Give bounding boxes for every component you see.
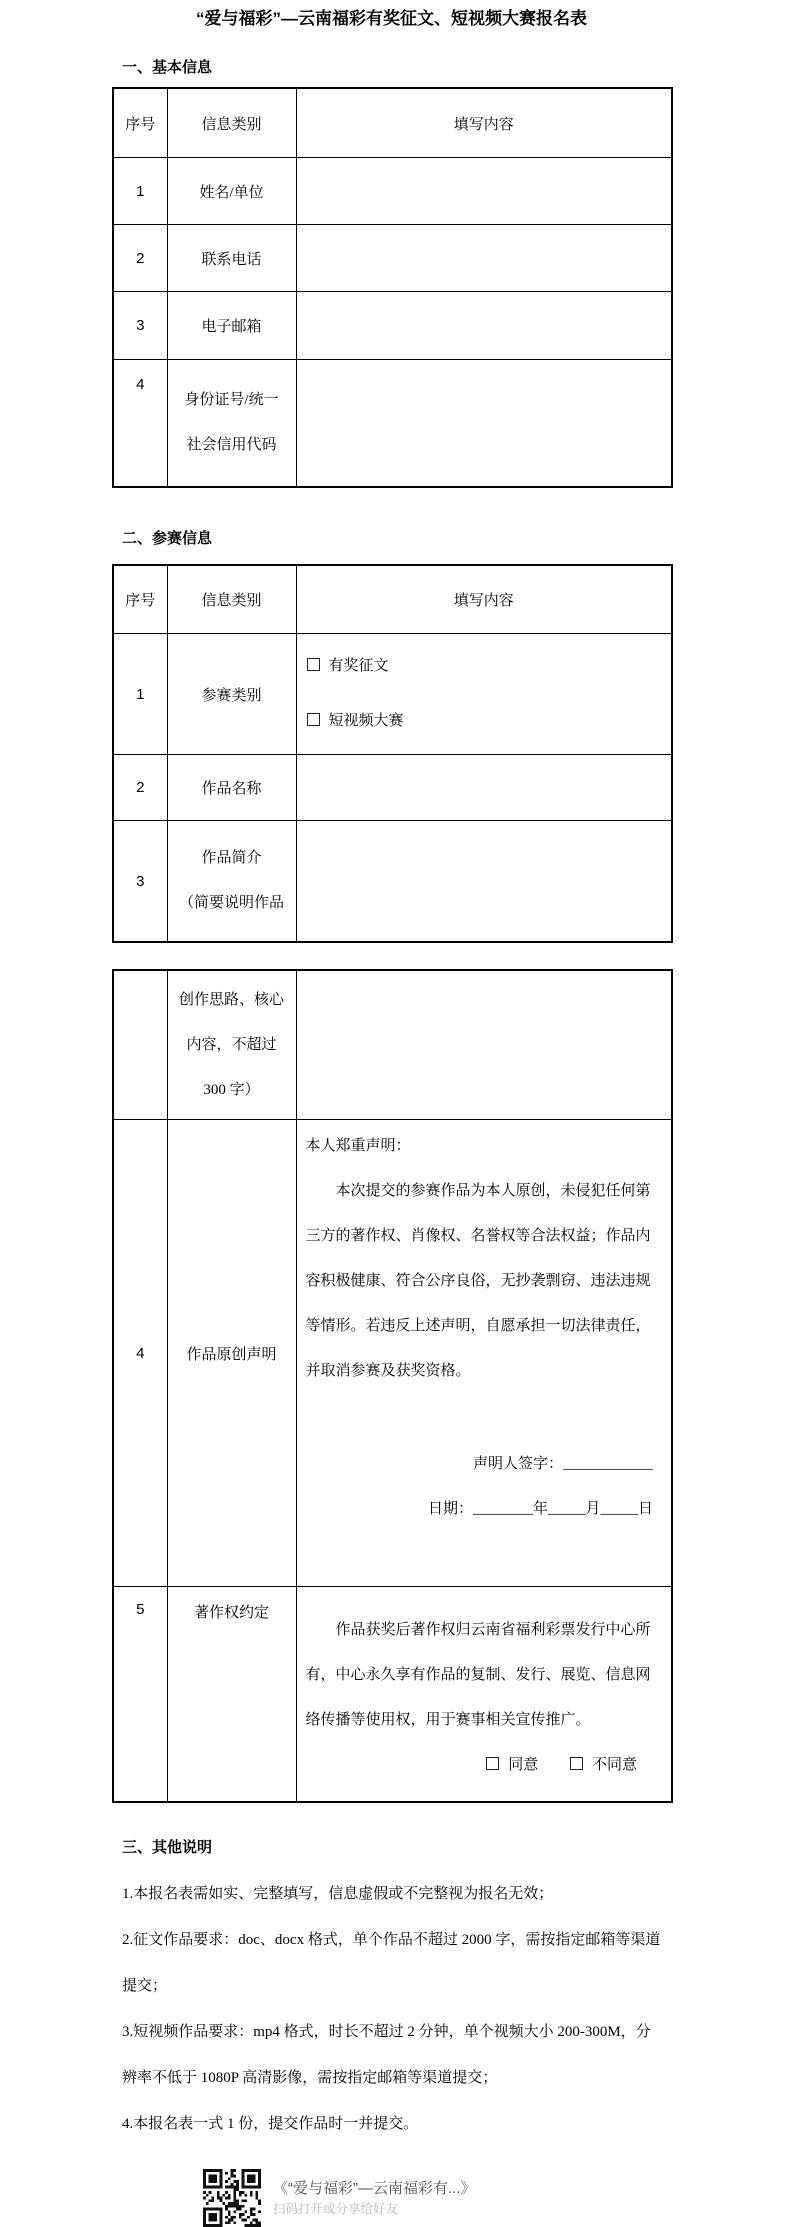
row-label-line: （简要说明作品 bbox=[178, 895, 284, 911]
row-index: 1 bbox=[113, 634, 167, 755]
option-disagree bbox=[570, 1757, 637, 1773]
row-label: 联系电话 bbox=[167, 225, 296, 292]
table-row bbox=[113, 360, 672, 488]
input-email[interactable] bbox=[296, 292, 672, 360]
row-index: 1 bbox=[113, 158, 167, 225]
table-row bbox=[113, 1120, 672, 1587]
option-label: 同意 bbox=[508, 1757, 539, 1773]
input-work-intro[interactable] bbox=[296, 821, 672, 943]
row-label: 作品名称 bbox=[167, 755, 296, 821]
checkbox-disagree[interactable] bbox=[570, 1757, 583, 1770]
table-row bbox=[113, 1587, 672, 1803]
row-index: 5 bbox=[113, 1587, 167, 1803]
row-label: 参赛类别 bbox=[167, 634, 296, 755]
input-work-intro-cont[interactable] bbox=[296, 970, 672, 1120]
copyright-cell bbox=[296, 1587, 672, 1803]
declaration-title: 本人郑重声明： bbox=[305, 1138, 411, 1154]
entry-info-table-continued bbox=[112, 969, 673, 1803]
row-label-line: 作品简介 bbox=[201, 850, 262, 866]
qr-code bbox=[203, 2169, 261, 2227]
table-row bbox=[113, 292, 672, 360]
section-notes-heading: 三、其他说明 bbox=[122, 1839, 213, 1856]
document-page bbox=[112, 0, 671, 2147]
share-footer bbox=[203, 2169, 793, 2227]
table-row bbox=[113, 970, 672, 1120]
row-label-line: 内容，不超过 bbox=[186, 1036, 277, 1053]
header-index: 序号 bbox=[113, 88, 167, 158]
agree-options bbox=[306, 1743, 662, 1788]
option-label: 有奖征文 bbox=[328, 658, 389, 674]
row-label bbox=[167, 821, 296, 943]
notes-item: 3.短视频作品要求：mp4 格式，时长不超过 2 分钟，单个视频大小 200-300M，分辨率不低于 1080P 高清影像，需按指定邮箱等渠道提交； bbox=[122, 2024, 651, 2086]
row-label-line: 身份证号/统一 bbox=[184, 392, 279, 408]
row-label: 姓名/单位 bbox=[167, 158, 296, 225]
table-row bbox=[113, 755, 672, 821]
row-index: 2 bbox=[113, 755, 167, 821]
category-options-cell bbox=[296, 634, 672, 755]
declaration-cell bbox=[296, 1120, 672, 1587]
option-label: 不同意 bbox=[591, 1757, 637, 1773]
row-index: 4 bbox=[113, 1120, 167, 1587]
table-row bbox=[113, 634, 672, 755]
row-index: 4 bbox=[113, 360, 167, 488]
row-label: 著作权约定 bbox=[167, 1587, 296, 1803]
notes-item: 4.本报名表一式 1 份，提交作品时一并提交。 bbox=[122, 2116, 419, 2132]
header-content: 填写内容 bbox=[296, 88, 672, 158]
header-content: 填写内容 bbox=[296, 565, 672, 634]
row-label bbox=[167, 360, 296, 488]
option-short-video bbox=[307, 694, 672, 749]
input-name-unit[interactable] bbox=[296, 158, 672, 225]
table-row bbox=[113, 821, 672, 943]
date-line: 日期：________年_____月_____日 bbox=[427, 1501, 653, 1517]
basic-info-table bbox=[112, 87, 673, 488]
row-label-line: 300 字） bbox=[203, 1081, 260, 1098]
row-label-line: 创作思路、核心 bbox=[178, 991, 284, 1008]
input-phone[interactable] bbox=[296, 225, 672, 292]
table-header-row bbox=[113, 565, 672, 634]
page-title: “爱与福彩”—云南福彩有奖征文、短视频大赛报名表 bbox=[196, 9, 587, 28]
qr-doc-title[interactable]: 《“爱与福彩”—云南福彩有...》 bbox=[273, 2180, 476, 2197]
row-index: 3 bbox=[113, 292, 167, 360]
row-index-empty bbox=[113, 970, 167, 1120]
option-agree bbox=[486, 1757, 538, 1773]
entry-info-table bbox=[112, 564, 673, 943]
table-row bbox=[113, 225, 672, 292]
section-entry-heading: 二、参赛信息 bbox=[122, 530, 213, 547]
checkbox-award-essay[interactable] bbox=[307, 658, 320, 671]
option-award-essay bbox=[307, 639, 672, 694]
section-basic-heading: 一、基本信息 bbox=[122, 59, 213, 76]
header-index: 序号 bbox=[113, 565, 167, 634]
signature-line: 声明人签字：____________ bbox=[472, 1456, 653, 1472]
header-category: 信息类别 bbox=[167, 565, 296, 634]
notes-item: 1.本报名表需如实、完整填写，信息虚假或不完整视为报名无效； bbox=[122, 1886, 554, 1902]
row-index: 2 bbox=[113, 225, 167, 292]
qr-text-block bbox=[273, 2178, 476, 2218]
header-category: 信息类别 bbox=[167, 88, 296, 158]
qr-hint: 扫码打开或分享给好友 bbox=[273, 2202, 399, 2216]
checkbox-short-video[interactable] bbox=[307, 713, 320, 726]
input-work-name[interactable] bbox=[296, 755, 672, 821]
row-label: 电子邮箱 bbox=[167, 292, 296, 360]
option-label: 短视频大赛 bbox=[328, 713, 404, 729]
row-label: 作品原创声明 bbox=[167, 1120, 296, 1587]
row-index: 3 bbox=[113, 821, 167, 943]
table-header-row bbox=[113, 88, 672, 158]
table-row bbox=[113, 158, 672, 225]
input-id-code[interactable] bbox=[296, 360, 672, 488]
row-label-line: 社会信用代码 bbox=[186, 437, 277, 453]
declaration-body: 本次提交的参赛作品为本人原创，未侵犯任何第三方的著作权、肖像权、名誉权等合法权益；作品内容积极健康、符合公序良俗，无抄袭剽窃、违法违规等情形。若违反上述声明，自愿承担一切法律责任，并取消参赛及获奖资格。 bbox=[305, 1183, 651, 1379]
checkbox-agree[interactable] bbox=[486, 1757, 499, 1770]
row-label bbox=[167, 970, 296, 1120]
notes-item: 2.征文作品要求：doc、docx 格式，单个作品不超过 2000 字，需按指定邮箱等渠道提交； bbox=[122, 1932, 661, 1994]
copyright-body: 作品获奖后著作权归云南省福利彩票发行中心所有，中心永久享有作品的复制、发行、展览、信息网络传播等使用权，用于赛事相关宣传推广。 bbox=[305, 1622, 651, 1728]
